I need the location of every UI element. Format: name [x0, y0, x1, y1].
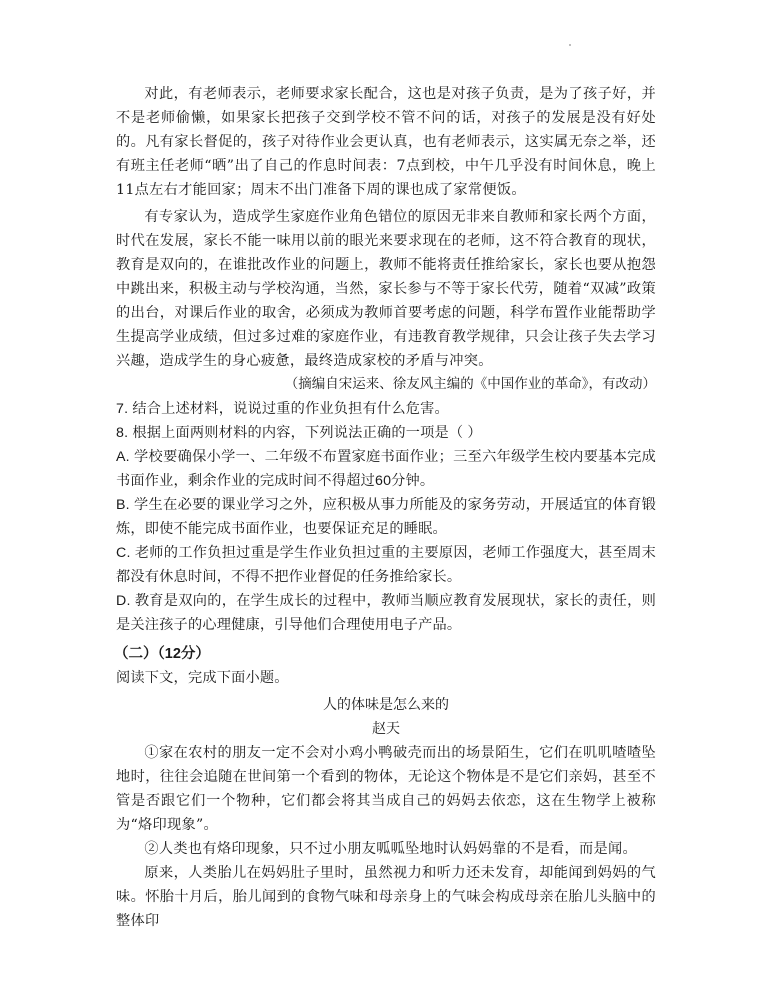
page-speck	[569, 44, 571, 46]
question-7: 7. 结合上述材料，说说过重的作业负担有什么危害。	[116, 401, 449, 417]
question-8: 8. 根据上面两则材料的内容，下列说法正确的一项是（ ）	[116, 425, 482, 441]
reading-instruction: 阅读下文，完成下面小题。	[116, 670, 289, 686]
passage1-paragraph-2: 有专家认为，造成学生家庭作业角色错位的原因无非来自教师和家长两个方面，时代在发展，家长不能一味用以前的眼光来要求现在的老师，这不符合教育的现状，教育是双向的，在谁批改作业的问题上，教师不能将责任推给家长，家长也要从抱怨中跳出来，积极主动与学校沟通，当然，家长参与不等于家长代劳，随着“双减”政策的出台，对课后作业的取舍，必须成为教师首要考虑的问题，科学布置作业能帮助学生提高学业成绩，但过多过难的家庭作业，有违教育教学规律，只会让孩子失去学习兴趣，造成学生的身心疲惫，最终造成家校的矛盾与冲突。	[116, 209, 656, 369]
option-c: C. 老师的工作负担过重是学生作业负担过重的主要原因，老师工作强度大，甚至周末都没有休息时间，不得不把作业督促的任务推给家长。	[116, 545, 656, 585]
article-author: 赵天	[372, 721, 400, 737]
article-title: 人的体味是怎么来的	[323, 697, 449, 713]
article-paragraph-3: 原来，人类胎儿在妈妈肚子里时，虽然视力和听力还未发育，却能闻到妈妈的气味。怀胎十月后，胎儿闻到的食物气味和母亲身上的气味会构成母亲在胎儿头脑中的整体印	[116, 865, 656, 929]
option-b: B. 学生在必要的课业学习之外，应积极从事力所能及的家务劳动，开展适宜的体育锻炼，即使不能完成书面作业，也要保证充足的睡眠。	[116, 497, 656, 537]
source-citation: （摘编自宋运来、徐友风主编的《中国作业的革命》，有改动）	[284, 376, 656, 391]
option-d: D. 教育是双向的，在学生成长的过程中，教师当顺应教育发展现状，家长的责任，则是关注孩子的心理健康，引导他们合理使用电子产品。	[116, 593, 656, 633]
passage1-paragraph-1: 对此，有老师表示，老师要求家长配合，这也是对孩子负责，是为了孩子好，并不是老师偷懒，如果家长把孩子交到学校不管不问的话，对孩子的发展是没有好处的。凡有家长督促的，孩子对待作业会更认真，也有老师表示，这实属无奈之举，还有班主任老师“晒”出了自己的作息时间表：7点到校，中午几乎没有时间休息，晚上11点左右才能回家；周末不出门准备下周的课也成了家常便饭。	[116, 86, 656, 198]
option-a: A. 学校要确保小学一、二年级不布置家庭书面作业；三至六年级学生校内要基本完成书面作业，剩余作业的完成时间不得超过60分钟。	[116, 449, 656, 489]
section-heading: （二）（12分）	[114, 646, 210, 662]
article-paragraph-2: ②人类也有烙印现象，只不过小朋友呱呱坠地时认妈妈靠的不是看，而是闻。	[144, 841, 637, 857]
article-paragraph-1: ①家在农村的朋友一定不会对小鸡小鸭破壳而出的场景陌生，它们在叽叽喳喳坠地时，往往会追随在世间第一个看到的物体，无论这个物体是不是它们亲妈，甚至不管是否跟它们一个物种，它们都会将其当成自己的妈妈去依恋，这在生物学上被称为“烙印现象”。	[116, 745, 656, 833]
